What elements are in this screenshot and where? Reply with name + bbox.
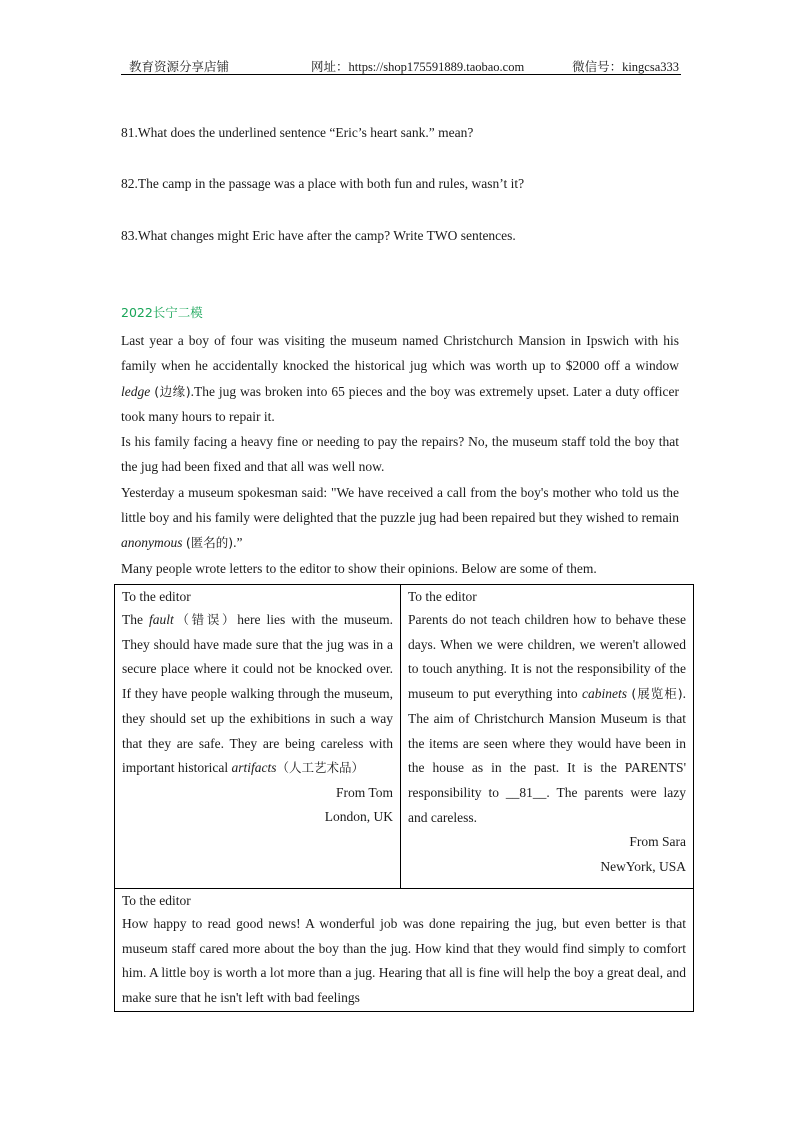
passage-paragraph-3: Yesterday a museum spokesman said: "We have received a call from the boy's mother who told us the little boy and his family were delighted that the puzzle jug had been repaired but they wished to remain anonymous (匿名的).” xyxy=(121,484,679,551)
gloss-ledge: (边缘) xyxy=(154,383,191,399)
word-cabinets: cabinets xyxy=(582,686,628,702)
question-83: 83.What changes might Eric have after the camp? Write TWO sentences. xyxy=(121,228,516,243)
question-82: 82.The camp in the passage was a place with both fun and rules, wasn’t it? xyxy=(121,176,525,191)
letter-signature: From Sara xyxy=(629,834,686,850)
letters-table xyxy=(114,584,694,1012)
word-fault: fault xyxy=(149,612,174,627)
question-81: 81.What does the underlined sentence “Eric’s heart sank.” mean? xyxy=(121,125,474,140)
passage-paragraph-1: Last year a boy of four was visiting the museum named Christchurch Mansion in Ipswich with his family when he accidentally knocked the historical jug which was worth up to $2000 off a window ledge (边缘).The jug was broken into 65 pieces and the boy was extremely upset. Later a duty officer took many hours to repair it. xyxy=(121,333,679,424)
gloss-anonymous: (匿名的) xyxy=(185,535,234,551)
letter-tom xyxy=(115,585,401,888)
letter-salutation: To the editor xyxy=(122,893,191,908)
word-ledge: ledge xyxy=(121,383,151,399)
letter-signature: From Tom xyxy=(336,784,393,800)
letter-location: NewYork, USA xyxy=(600,858,686,874)
letter-third xyxy=(115,888,693,1011)
word-artifacts: artifacts xyxy=(231,760,277,776)
reading-passage xyxy=(121,328,679,581)
letter-body: Parents do not teach children how to behave these days. When we were children, we weren't allowed to touch anything. It is not the responsibility of the museum to put everything into cabinets (展览柜). The aim of Christchurch Mansion Museum is that the items are seen where they would have been in the house as in the past. It is the PARENTS' responsibility to __81__. The parents were lazy and careless. xyxy=(408,612,687,825)
letter-salutation: To the editor xyxy=(408,589,477,604)
gloss-fault: （错误） xyxy=(173,612,238,627)
gloss-artifacts: （人工艺术品） xyxy=(276,760,365,776)
header-shop-name: 教育资源分享店铺 xyxy=(129,60,230,74)
passage-paragraph-4: Many people wrote letters to the editor to show their opinions. Below are some of them. xyxy=(121,560,597,576)
word-anonymous: anonymous xyxy=(121,535,183,551)
header-wechat: 微信号：kingcsa333 xyxy=(572,60,679,74)
passage-paragraph-2: Is his family facing a heavy fine or needing to pay the repairs? No, the museum staff told the boy that the jug had been fixed and that all was well now. xyxy=(121,434,679,475)
letter-sara xyxy=(401,585,693,888)
letter-location: London, UK xyxy=(324,809,393,825)
section-title: 2022长宁二模 xyxy=(121,305,203,320)
letter-body: How happy to read good news! A wonderful job was done repairing the jug, but even better is that museum staff cared more about the boy than the jug. How kind that they would find simply to comfort him. A little boy is worth a lot more than a jug. Hearing that all is fine will help the boy a great deal, and make sure that he isn't left with bad feelings xyxy=(122,916,686,1005)
page-header xyxy=(121,56,681,75)
letter-salutation: To the editor xyxy=(122,589,191,604)
gloss-cabinets: (展览柜) xyxy=(631,686,683,702)
letter-body: The fault（错误）here lies with the museum. They should have made sure that the jug was in a secure place where it could not be knocked over. If they have people walking through the museum, they should set up the exhibitions in such a way that they are safe. They are being careless with important historical artifacts（人工艺术品） xyxy=(122,612,393,776)
answer-blank-81[interactable]: __81__ xyxy=(505,784,547,800)
header-url: 网址：https://shop175591889.taobao.com xyxy=(311,60,525,74)
